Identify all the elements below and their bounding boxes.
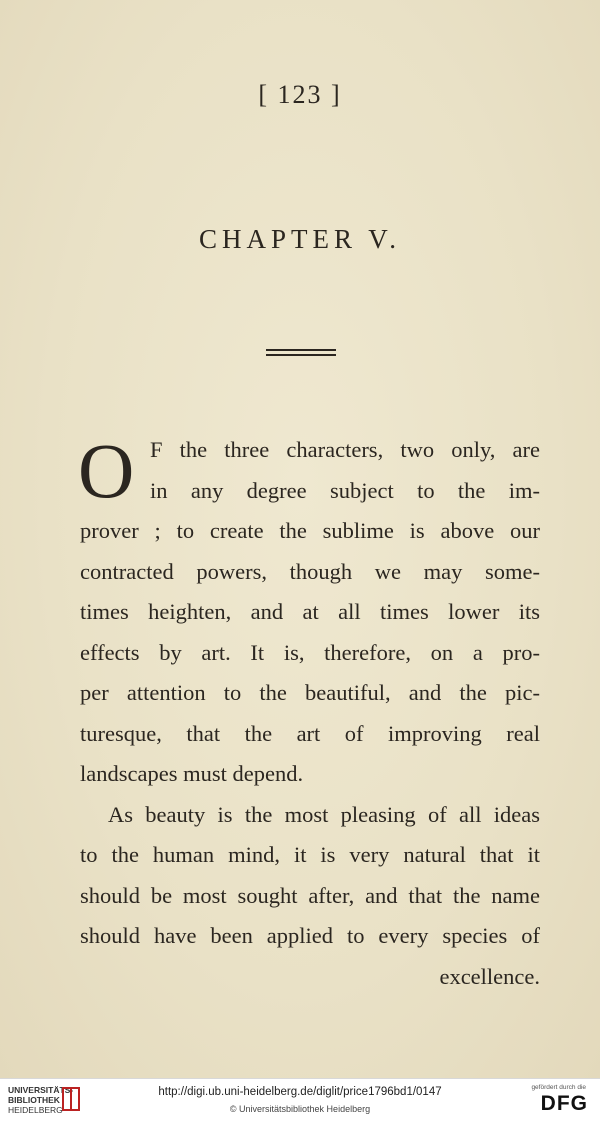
- permalink-url[interactable]: http://digi.ub.uni-heidelberg.de/diglit/price1796bd1/0147: [158, 1086, 442, 1098]
- text-line: to the human mind, it is very natural that it: [80, 842, 540, 867]
- dfg-logo: DFG: [540, 1092, 588, 1115]
- text-line: contracted powers, though we may some-: [80, 558, 540, 584]
- text-line: landscapes must depend.: [80, 761, 304, 786]
- text-line: in any degree subject to the im-: [150, 477, 540, 503]
- text-line: should have been applied to every species of: [80, 923, 540, 948]
- drop-cap: O: [78, 427, 135, 514]
- decorative-rule-bottom: [266, 354, 336, 356]
- funding-label: gefördert durch die: [531, 1084, 586, 1091]
- chapter-title: CHAPTER V.: [198, 224, 402, 254]
- text-line: effects by art. It is, therefore, on a pro-: [80, 639, 540, 665]
- text-line: As beauty is the most pleasing of all ideas: [108, 801, 540, 827]
- catchword: excellence.: [439, 963, 540, 989]
- text-line: times heighten, and at all times lower its: [80, 599, 540, 624]
- decorative-rule-top: [266, 349, 336, 351]
- text-line: turesque, that the art of improving real: [80, 720, 540, 746]
- logo-line: HEIDELBERG: [8, 1105, 63, 1115]
- text-line: F the three characters, two only, are: [150, 437, 540, 462]
- text-line: should be most sought after, and that the name: [80, 882, 540, 908]
- logo-line: UNIVERSITÄTS-: [8, 1085, 74, 1095]
- body-text: [78, 427, 540, 997]
- logo-line: BIBLIOTHEK: [8, 1095, 60, 1105]
- text-line: per attention to the beautiful, and the pic-: [80, 680, 540, 705]
- page-number: [ 123 ]: [258, 80, 342, 109]
- text-line: prover ; to create the sublime is above our: [80, 518, 540, 543]
- footer-bar: [0, 1078, 600, 1123]
- copyright-notice: © Universitätsbibliothek Heidelberg: [229, 1104, 371, 1114]
